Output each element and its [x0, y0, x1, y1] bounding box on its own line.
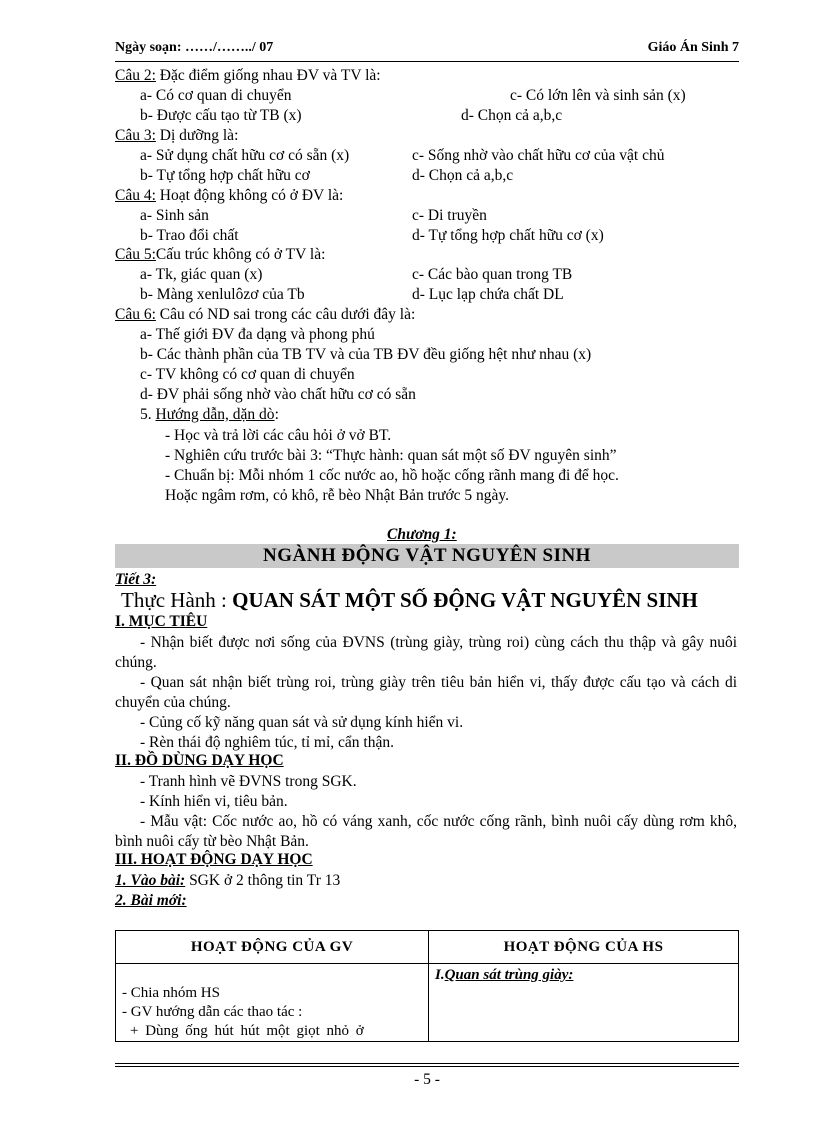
question-label: Câu 2:	[115, 67, 156, 84]
question-label: Câu 4:	[115, 187, 156, 204]
intro-text: SGK ở 2 thông tin Tr 13	[185, 872, 341, 889]
new-lesson-label: 2. Bài mới:	[115, 892, 187, 909]
practice-prefix: Thực Hành :	[121, 588, 233, 612]
option-a: a- Có cơ quan di chuyển	[140, 87, 292, 104]
student-column-header: HOẠT ĐỘNG CỦA HS	[429, 931, 739, 964]
option-d: d- Chọn cả a,b,c	[412, 167, 514, 184]
guidance-item: - Học và trả lời các câu hỏi ở vở BT.	[165, 427, 392, 444]
section-materials-title: II. ĐỒ DÙNG DẠY HỌC	[115, 752, 284, 769]
option-b: b- Các thành phần của TB TV và của TB ĐV đều giống hệt như nhau (x)	[140, 346, 592, 363]
question-4	[115, 186, 343, 206]
objective-item: - Nhận biết được nơi sống của ĐVNS (trùng giày, trùng roi) cùng cách thu thập và gây nuôi chúng.	[115, 634, 737, 671]
material-item: - Tranh hình vẽ ĐVNS trong SGK.	[140, 773, 357, 790]
guidance-item: - Nghiên cứu trước bài 3: “Thực hành: quan sát một số ĐV nguyên sinh”	[165, 447, 617, 464]
table-row	[116, 964, 739, 1042]
teacher-activity-line: - GV hướng dẫn các thao tác :	[122, 1004, 303, 1020]
guidance-title: Hướng dẫn, dặn dò	[155, 406, 275, 423]
footer-rule	[115, 1063, 739, 1064]
option-b: b- Được cấu tạo từ TB (x)	[140, 107, 302, 124]
question-text: Đặc điểm giống nhau ĐV và TV là:	[155, 67, 381, 84]
footer-rule	[115, 1066, 739, 1067]
objective-item: - Củng cố kỹ năng quan sát và sử dụng kính hiển vi.	[140, 714, 464, 731]
question-label: Câu 5:	[115, 246, 156, 263]
option-a: a- Sinh sản	[140, 207, 209, 224]
option-c: c- Có lớn lên và sinh sản (x)	[510, 87, 686, 104]
option-c: c- TV không có cơ quan di chuyển	[140, 366, 355, 383]
header-rule	[115, 61, 739, 62]
option-c: c- Các bào quan trong TB	[412, 266, 573, 283]
material-item: - Kính hiển vi, tiêu bản.	[140, 793, 288, 810]
practice-heading	[121, 588, 698, 613]
question-label: Câu 6:	[115, 306, 156, 323]
question-text: Câu có ND sai trong các câu dưới đây là:	[155, 306, 416, 323]
chapter-title: NGÀNH ĐỘNG VẬT NGUYÊN SINH	[263, 545, 591, 566]
question-2	[115, 66, 381, 86]
practice-title: QUAN SÁT MỘT SỐ ĐỘNG VẬT NGUYÊN SINH	[232, 588, 698, 612]
student-activity-cell	[429, 964, 739, 1042]
option-d: d- Lục lạp chứa chất DL	[412, 286, 564, 303]
option-c: c- Sống nhờ vào chất hữu cơ của vật chủ	[412, 147, 665, 164]
table-header-row	[116, 931, 739, 964]
option-a: a- Thế giới ĐV đa dạng và phong phú	[140, 326, 375, 343]
header-subject: Giáo Án Sinh 7	[647, 40, 739, 55]
guidance-number: 5.	[140, 406, 156, 423]
guidance-colon: :	[274, 406, 279, 423]
objective-item: - Quan sát nhận biết trùng roi, trùng giày trên tiêu bản hiển vi, thấy được cấu tạo và cách di chuyển của chúng.	[115, 674, 737, 711]
intro-label: 1. Vào bài:	[115, 872, 186, 889]
section-activities-title: III. HOẠT ĐỘNG DẠY HỌC	[115, 851, 313, 868]
chapter-label: Chương 1:	[387, 526, 457, 543]
section-objectives-title: I. MỤC TIÊU	[115, 613, 208, 630]
teacher-activity-cell	[116, 964, 429, 1042]
student-activity-number: I.	[435, 967, 445, 983]
guidance-item-continued: Hoặc ngâm rơm, cỏ khô, rễ bèo Nhật Bản trước 5 ngày.	[165, 487, 510, 504]
question-text: Cấu trúc không có ở TV là:	[155, 246, 326, 263]
header-date: Ngày soạn: ……/……../ 07	[115, 40, 274, 55]
option-b: b- Màng xenlulôzơ của Tb	[140, 286, 305, 303]
intro-line	[115, 871, 340, 891]
option-c: c- Di truyền	[412, 207, 487, 224]
question-text: Hoạt động không có ở ĐV là:	[155, 187, 344, 204]
option-a: a- Sử dụng chất hữu cơ có sẵn (x)	[140, 147, 350, 164]
question-text: Dị dưỡng là:	[155, 127, 239, 144]
teacher-activity-line: + Dùng ống hút hút một giọt nhỏ ở	[130, 1023, 364, 1039]
question-label: Câu 3:	[115, 127, 156, 144]
activity-table	[115, 930, 739, 1042]
lesson-label: Tiết 3:	[115, 571, 157, 588]
option-b: b- Trao đổi chất	[140, 227, 239, 244]
question-3	[115, 126, 238, 146]
teacher-column-header: HOẠT ĐỘNG CỦA GV	[116, 931, 429, 964]
page-number: - 5 -	[414, 1071, 440, 1088]
guidance-heading	[140, 405, 279, 425]
option-d: d- Chọn cả a,b,c	[461, 107, 563, 124]
option-d: d- Tự tổng hợp chất hữu cơ (x)	[412, 227, 604, 244]
option-d: d- ĐV phải sống nhờ vào chất hữu cơ có sẵn	[140, 386, 416, 403]
guidance-item: - Chuẩn bị: Mỗi nhóm 1 cốc nước ao, hồ hoặc cống rãnh mang đi để học.	[165, 467, 619, 484]
option-b: b- Tự tổng hợp chất hữu cơ	[140, 167, 310, 184]
objective-item: - Rèn thái độ nghiêm túc, tỉ mỉ, cẩn thận.	[140, 734, 394, 751]
teacher-activity-line: - Chia nhóm HS	[122, 985, 220, 1001]
question-6	[115, 305, 415, 325]
student-activity-heading	[435, 964, 738, 986]
option-a: a- Tk, giác quan (x)	[140, 266, 263, 283]
material-item: - Mẫu vật: Cốc nước ao, hồ có váng xanh, cốc nước cống rãnh, bình nuôi cấy dùng rơm khô, bình nuôi cấy từ bèo Nhật Bản.	[115, 813, 737, 850]
student-activity-title: Quan sát trùng giày:	[444, 967, 574, 983]
question-5	[115, 245, 325, 265]
